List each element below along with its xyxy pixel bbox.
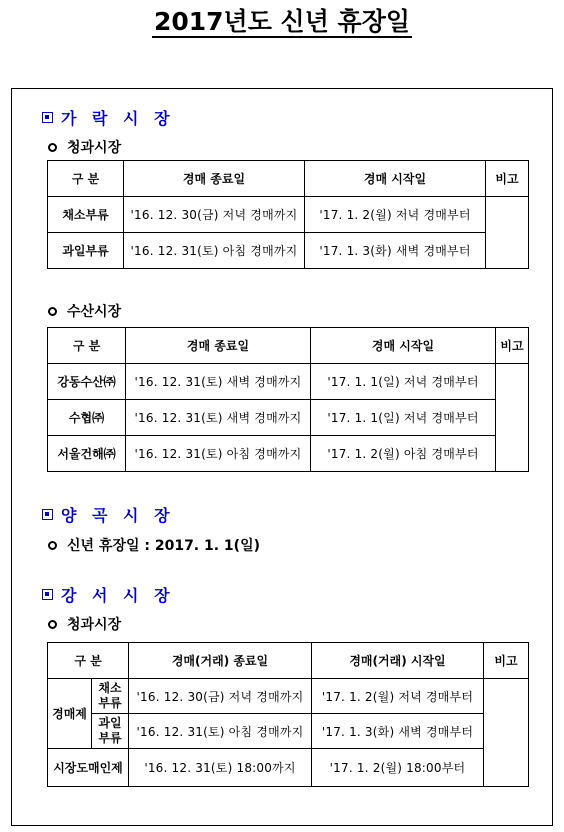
header-note: 비고 bbox=[486, 161, 529, 197]
end-date: '16. 12. 30(금) 저녁 경매까지 bbox=[124, 197, 305, 233]
page-title: 2017년도 신년 휴장일 bbox=[153, 7, 411, 36]
start-date: '17. 1. 2(월) 아침 경매부터 bbox=[311, 436, 496, 472]
row-label: 채소부류 bbox=[48, 197, 124, 233]
end-date: '16. 12. 30(금) 저녁 경매까지 bbox=[129, 679, 312, 714]
table-row bbox=[48, 749, 529, 787]
start-date: '17. 1. 3(화) 새벽 경매부터 bbox=[305, 233, 486, 269]
header-category: 구 분 bbox=[48, 643, 129, 679]
subheading-gangseo-fruit: 청과시장 bbox=[48, 614, 121, 634]
group-label: 경매제 bbox=[48, 679, 92, 749]
header-end: 경매 종료일 bbox=[126, 328, 311, 364]
end-date: '16. 12. 31(토) 아침 경매까지 bbox=[124, 233, 305, 269]
square-bullet-icon bbox=[42, 589, 53, 600]
note-cell bbox=[486, 197, 529, 269]
note-cell bbox=[484, 679, 529, 787]
subheading-garak-fishery: 수산시장 bbox=[48, 301, 121, 321]
section-heading-gangseo: 강 서 시 장 bbox=[42, 583, 175, 606]
row-label: 강동수산㈜ bbox=[48, 364, 126, 400]
header-start: 경매 시작일 bbox=[311, 328, 496, 364]
row-label: 수협㈜ bbox=[48, 400, 126, 436]
start-date: '17. 1. 2(월) 저녁 경매부터 bbox=[305, 197, 486, 233]
table-header-row bbox=[48, 328, 529, 364]
start-date: '17. 1. 2(월) 저녁 경매부터 bbox=[312, 679, 484, 714]
header-note: 비고 bbox=[496, 328, 529, 364]
end-date: '16. 12. 31(토) 18:00까지 bbox=[129, 749, 312, 787]
subheading-garak-fruit: 청과시장 bbox=[48, 137, 121, 157]
note-cell bbox=[496, 364, 529, 472]
start-date: '17. 1. 1(일) 저녁 경매부터 bbox=[311, 364, 496, 400]
header-category: 구 분 bbox=[48, 328, 126, 364]
square-bullet-icon bbox=[42, 112, 53, 123]
header-note: 비고 bbox=[484, 643, 529, 679]
table-header-row bbox=[48, 161, 529, 197]
circle-bullet-icon bbox=[48, 143, 57, 152]
gangseo-fruit-table bbox=[47, 642, 529, 787]
square-bullet-icon bbox=[42, 509, 53, 520]
end-date: '16. 12. 31(토) 새벽 경매까지 bbox=[126, 364, 311, 400]
start-date: '17. 1. 2(월) 18:00부터 bbox=[312, 749, 484, 787]
circle-bullet-icon bbox=[48, 620, 57, 629]
table-header-row bbox=[48, 643, 529, 679]
table-row bbox=[48, 233, 529, 269]
circle-bullet-icon bbox=[48, 307, 57, 316]
row-label: 과일부류 bbox=[48, 233, 124, 269]
garak-fishery-table bbox=[47, 327, 529, 472]
table-row bbox=[48, 364, 529, 400]
yanggok-holiday-line: 신년 휴장일 : 2017. 1. 1(일) bbox=[48, 535, 260, 555]
row-label: 채소 부류 bbox=[92, 679, 129, 714]
header-end: 경매 종료일 bbox=[124, 161, 305, 197]
table-row bbox=[48, 197, 529, 233]
table-row bbox=[48, 714, 529, 749]
table-row bbox=[48, 436, 529, 472]
section-heading-garak: 가 락 시 장 bbox=[42, 106, 175, 129]
header-start: 경매 시작일 bbox=[305, 161, 486, 197]
table-row bbox=[48, 679, 529, 714]
header-end: 경매(거래) 종료일 bbox=[129, 643, 312, 679]
circle-bullet-icon bbox=[48, 541, 57, 550]
header-category: 구 분 bbox=[48, 161, 124, 197]
table-row bbox=[48, 400, 529, 436]
end-date: '16. 12. 31(토) 아침 경매까지 bbox=[126, 436, 311, 472]
row-label: 과일 부류 bbox=[92, 714, 129, 749]
header-start: 경매(거래) 시작일 bbox=[312, 643, 484, 679]
start-date: '17. 1. 1(일) 저녁 경매부터 bbox=[311, 400, 496, 436]
end-date: '16. 12. 31(토) 아침 경매까지 bbox=[129, 714, 312, 749]
start-date: '17. 1. 3(화) 새벽 경매부터 bbox=[312, 714, 484, 749]
garak-fruit-table bbox=[47, 160, 529, 269]
end-date: '16. 12. 31(토) 새벽 경매까지 bbox=[126, 400, 311, 436]
row-label: 서울건해㈜ bbox=[48, 436, 126, 472]
section-heading-yanggok: 양 곡 시 장 bbox=[42, 503, 175, 526]
row-label: 시장도매인제 bbox=[48, 749, 129, 787]
